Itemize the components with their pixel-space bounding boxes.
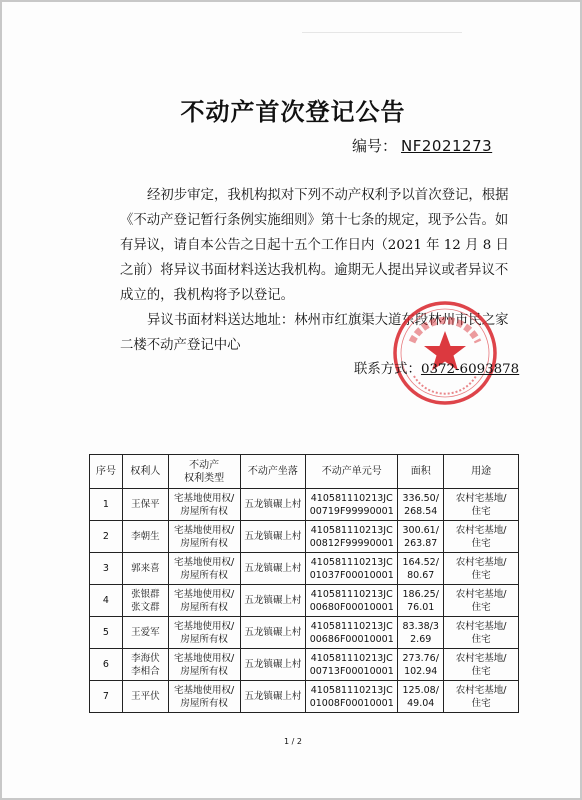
cell-area: 83.38/3 2.69 xyxy=(398,617,444,649)
table-row xyxy=(90,521,519,553)
cell-area: 300.61/ 263.87 xyxy=(398,521,444,553)
contact-label: 联系方式： xyxy=(354,362,421,377)
cell-location: 五龙镇碾上村 xyxy=(240,585,306,617)
cell-owner: 李海伏 李相合 xyxy=(122,649,168,681)
cell-right-type: 宅基地使用权/ 房屋所有权 xyxy=(168,521,240,553)
cell-area: 186.25/ 76.01 xyxy=(398,585,444,617)
document-number xyxy=(352,135,492,156)
cell-unit-number: 410581110213JC 01008F00010001 xyxy=(306,681,398,713)
cell-right-type: 宅基地使用权/ 房屋所有权 xyxy=(168,649,240,681)
cell-unit-number: 410581110213JC 00686F00010001 xyxy=(306,617,398,649)
cell-area: 336.50/ 268.54 xyxy=(398,489,444,521)
table-row xyxy=(90,617,519,649)
page-title: 不动产首次登记公告 xyxy=(180,98,406,126)
cell-location: 五龙镇碾上村 xyxy=(240,553,306,585)
cell-area: 273.76/ 102.94 xyxy=(398,649,444,681)
col-header-unit-number: 不动产单元号 xyxy=(306,455,398,489)
cell-unit-number: 410581110213JC 00713F00010001 xyxy=(306,649,398,681)
cell-location: 五龙镇碾上村 xyxy=(240,681,306,713)
cell-unit-number: 410581110213JC 00719F99990001 xyxy=(306,489,398,521)
table-row xyxy=(90,585,519,617)
cell-right-type: 宅基地使用权/ 房屋所有权 xyxy=(168,553,240,585)
cell-location: 五龙镇碾上村 xyxy=(240,617,306,649)
document-number-label: 编号： xyxy=(352,137,398,155)
cell-owner: 张银群 张文群 xyxy=(122,585,168,617)
cell-right-type: 宅基地使用权/ 房屋所有权 xyxy=(168,617,240,649)
table-row xyxy=(90,681,519,713)
cell-right-type: 宅基地使用权/ 房屋所有权 xyxy=(168,681,240,713)
address-paragraph: 异议书面材料送达地址：林州市红旗渠大道东段林州市民之家二楼不动产登记中心 xyxy=(120,313,509,353)
page-indicator: 1 / 2 xyxy=(284,737,302,746)
cell-index: 5 xyxy=(90,617,123,649)
col-header-area: 面积 xyxy=(398,455,444,489)
cell-unit-number: 410581110213JC 01037F00010001 xyxy=(306,553,398,585)
table-body xyxy=(90,489,519,713)
scan-artifact xyxy=(302,32,462,33)
cell-area: 125.08/ 49.04 xyxy=(398,681,444,713)
cell-owner: 王爱军 xyxy=(122,617,168,649)
cell-usage: 农村宅基地/ 住宅 xyxy=(444,585,519,617)
cell-index: 2 xyxy=(90,521,123,553)
cell-location: 五龙镇碾上村 xyxy=(240,521,306,553)
col-header-usage: 用途 xyxy=(444,455,519,489)
table-row xyxy=(90,553,519,585)
cell-owner: 郭来喜 xyxy=(122,553,168,585)
cell-usage: 农村宅基地/ 住宅 xyxy=(444,553,519,585)
document-number-value: NF2021273 xyxy=(401,137,493,155)
registration-table xyxy=(89,454,519,713)
contact-phone: 0372-6093878 xyxy=(420,362,520,377)
contact-info xyxy=(354,358,519,377)
cell-index: 4 xyxy=(90,585,123,617)
cell-owner: 王平伏 xyxy=(122,681,168,713)
cell-right-type: 宅基地使用权/ 房屋所有权 xyxy=(168,489,240,521)
cell-index: 3 xyxy=(90,553,123,585)
cell-usage: 农村宅基地/ 住宅 xyxy=(444,681,519,713)
cell-usage: 农村宅基地/ 住宅 xyxy=(444,617,519,649)
cell-index: 7 xyxy=(90,681,123,713)
table-header-row xyxy=(90,455,519,489)
cell-index: 1 xyxy=(90,489,123,521)
cell-usage: 农村宅基地/ 住宅 xyxy=(444,489,519,521)
cell-unit-number: 410581110213JC 00680F00010001 xyxy=(306,585,398,617)
cell-owner: 李朝生 xyxy=(122,521,168,553)
table-row xyxy=(90,489,519,521)
official-seal-icon xyxy=(390,298,500,408)
cell-area: 164.52/ 80.67 xyxy=(398,553,444,585)
col-header-index: 序号 xyxy=(90,455,123,489)
cell-usage: 农村宅基地/ 住宅 xyxy=(444,649,519,681)
cell-unit-number: 410581110213JC 00812F99990001 xyxy=(306,521,398,553)
cell-index: 6 xyxy=(90,649,123,681)
cell-location: 五龙镇碾上村 xyxy=(240,489,306,521)
cell-usage: 农村宅基地/ 住宅 xyxy=(444,521,519,553)
cell-location: 五龙镇碾上村 xyxy=(240,649,306,681)
announcement-paragraph: 经初步审定，我机构拟对下列不动产权利予以首次登记，根据《不动产登记暂行条例实施细则》第十七条的规定，现予公告。如有异议，请自本公告之日起十五个工作日内（2021 年 12 月 8 日之前）将异议书面材料送达我机构。逾期无人提出异议或者异议不成立的，我机构将予以登记。 xyxy=(120,188,509,303)
cell-owner: 王保平 xyxy=(122,489,168,521)
cell-right-type: 宅基地使用权/ 房屋所有权 xyxy=(168,585,240,617)
col-header-right-type: 不动产 权利类型 xyxy=(168,455,240,489)
col-header-location: 不动产坐落 xyxy=(240,455,306,489)
table-row xyxy=(90,649,519,681)
col-header-owner: 权利人 xyxy=(122,455,168,489)
